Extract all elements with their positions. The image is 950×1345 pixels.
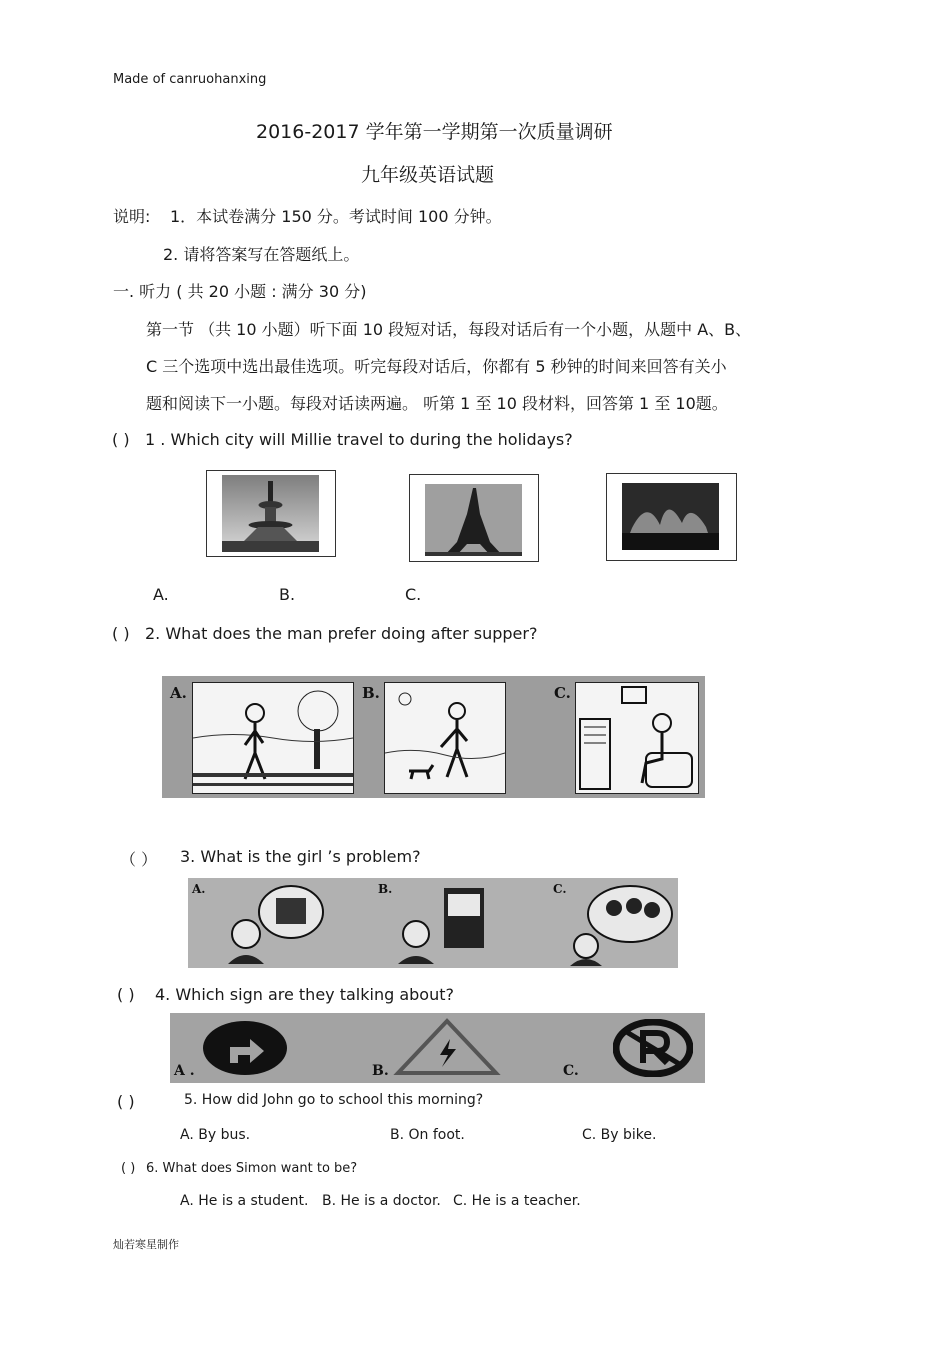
q1-option-a-label[interactable]: A. — [153, 585, 169, 604]
page-subtitle: 九年级英语试题 — [361, 164, 495, 186]
q3-label-a: A. — [192, 882, 206, 896]
q2-label-b: B. — [362, 684, 380, 702]
section-paragraph-line-1: 第一节 （共 10 小题）听下面 10 段短对话，每段对话后有一个小题，从题中 A、B、 — [146, 320, 752, 339]
instruction-item-1: 1．本试卷满分 150 分。考试时间 100 分钟。 — [170, 207, 502, 226]
q6-answer-paren[interactable]: ( ) — [121, 1161, 136, 1176]
q4-question-text: 4. Which sign are they talking about? — [155, 985, 454, 1004]
man-walking-in-park-illustration — [193, 683, 353, 793]
instruction-item-2: 2. 请将答案写在答题纸上。 — [163, 245, 360, 264]
q4-image-strip — [170, 1013, 705, 1083]
instructions-prefix: 说明: — [113, 207, 151, 226]
tower-photo — [222, 475, 319, 552]
q6-question-text: 6. What does Simon want to be? — [146, 1161, 358, 1176]
section-heading: 一. 听力 ( 共 20 小题 : 满分 30 分) — [113, 282, 367, 301]
girl-watching-tv-illustration — [206, 882, 326, 966]
girl-with-computer-illustration — [388, 882, 498, 966]
girl-thinking-of-friends-illustration — [566, 880, 676, 966]
q1-question-text: 1 . Which city will Millie travel to during the holidays? — [145, 430, 573, 449]
q1-option-b-label[interactable]: B. — [279, 585, 296, 604]
q4-label-a: A . — [174, 1063, 195, 1079]
section-paragraph-line-2: C 三个选项中选出最佳选项。听完每段对话后，你都有 5 秒钟的时间来回答有关小 — [146, 357, 727, 376]
q5-option-b[interactable]: B. On foot. — [390, 1127, 465, 1143]
footer-credit: 灿若寒星制作 — [113, 1238, 179, 1251]
q3-image-strip — [188, 878, 678, 968]
turn-right-sign-icon — [200, 1019, 290, 1077]
q2-image-strip — [162, 676, 705, 798]
q5-question-text: 5. How did John go to school this morning? — [184, 1092, 484, 1108]
q3-label-b: B. — [378, 882, 393, 896]
q2-panel-a — [192, 682, 354, 794]
q4-label-c: C. — [563, 1063, 579, 1079]
no-parking-sign-icon — [613, 1019, 693, 1077]
q4-label-b: B. — [372, 1063, 389, 1079]
q2-label-c: C. — [554, 684, 571, 702]
electric-hazard-sign-icon — [392, 1017, 502, 1077]
q2-question-text: 2. What does the man prefer doing after supper? — [145, 624, 538, 643]
q2-panel-b — [384, 682, 506, 794]
q6-option-b[interactable]: B. He is a doctor. — [322, 1193, 441, 1209]
q5-option-c[interactable]: C. By bike. — [582, 1127, 657, 1143]
q2-label-a: A. — [170, 684, 187, 702]
q1-option-c-label[interactable]: C. — [405, 585, 422, 604]
q5-option-a[interactable]: A. By bus. — [180, 1127, 251, 1143]
q1-option-c-frame — [606, 473, 737, 561]
q1-option-a-frame — [206, 470, 336, 557]
opera-house-photo — [622, 483, 719, 550]
q2-panel-c — [575, 682, 699, 794]
q6-option-a[interactable]: A. He is a student. — [180, 1193, 309, 1209]
man-walking-dog-illustration — [385, 683, 505, 793]
q6-option-c[interactable]: C. He is a teacher. — [453, 1193, 581, 1209]
section-paragraph-line-3: 题和阅读下一小题。每段对话读两遍。 听第 1 至 10 段材料，回答第 1 至 10题。 — [146, 394, 728, 413]
q2-answer-paren[interactable]: ( ) — [112, 624, 130, 643]
eiffel-tower-photo — [425, 484, 522, 556]
q1-answer-paren[interactable]: ( ) — [112, 430, 130, 449]
page-title: 2016-2017 学年第一学期第一次质量调研 — [256, 121, 613, 143]
q1-option-b-frame — [409, 474, 539, 562]
q3-question-text: 3. What is the girl ’s problem? — [180, 847, 421, 866]
q3-label-c: C. — [553, 882, 567, 896]
q5-answer-paren[interactable]: ( ) — [117, 1092, 135, 1111]
watermark-header: Made of canruohanxing — [113, 72, 267, 87]
man-sitting-in-armchair-illustration — [576, 683, 698, 793]
q3-answer-paren[interactable]: （ ） — [120, 850, 158, 869]
q4-answer-paren[interactable]: ( ) — [117, 985, 135, 1004]
